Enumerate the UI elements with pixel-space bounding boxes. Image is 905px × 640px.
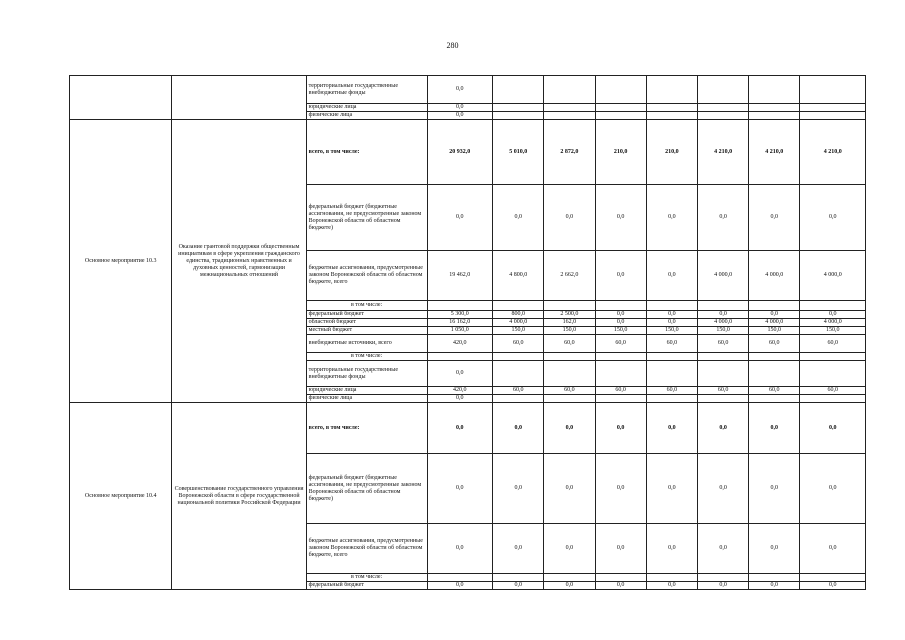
amount-cell: 0,0 bbox=[427, 104, 493, 112]
budget-table bbox=[69, 75, 866, 590]
amount-cell bbox=[595, 395, 646, 403]
measure-name: Основное мероприятие 10.4 bbox=[70, 403, 172, 590]
amount-cell: 0,0 bbox=[493, 185, 544, 251]
amount-cell: 0,0 bbox=[427, 582, 493, 590]
amount-cell bbox=[493, 395, 544, 403]
amount-cell: 0,0 bbox=[646, 319, 697, 327]
amount-cell: 0,0 bbox=[749, 454, 800, 524]
funding-source: областной бюджет bbox=[306, 319, 427, 327]
amount-cell: 4 000,0 bbox=[800, 319, 866, 327]
amount-cell bbox=[749, 361, 800, 387]
amount-cell: 60,0 bbox=[646, 335, 697, 353]
amount-cell: 19 462,0 bbox=[427, 251, 493, 301]
amount-cell: 0,0 bbox=[800, 311, 866, 319]
amount-cell: 60,0 bbox=[595, 387, 646, 395]
amount-cell: 0,0 bbox=[544, 524, 595, 574]
amount-cell bbox=[749, 76, 800, 104]
amount-cell: 16 162,0 bbox=[427, 319, 493, 327]
funding-source: территориальные государственные внебюджетные фонды bbox=[306, 361, 427, 387]
amount-cell bbox=[595, 353, 646, 361]
amount-cell: 0,0 bbox=[800, 185, 866, 251]
amount-cell: 4 000,0 bbox=[697, 319, 748, 327]
funding-source: федеральный бюджет (бюджетные ассигнования, не предусмотренные законом Воронежской области об областном бюджете) bbox=[306, 185, 427, 251]
amount-cell bbox=[595, 301, 646, 311]
amount-cell bbox=[646, 301, 697, 311]
funding-source: территориальные государственные внебюджетные фонды bbox=[306, 76, 427, 104]
amount-cell: 0,0 bbox=[493, 403, 544, 454]
amount-cell: 150,0 bbox=[595, 327, 646, 335]
amount-cell: 0,0 bbox=[427, 76, 493, 104]
page-number: 280 bbox=[446, 41, 459, 50]
amount-cell bbox=[800, 112, 866, 120]
amount-cell: 0,0 bbox=[697, 185, 748, 251]
amount-cell: 20 932,0 bbox=[427, 120, 493, 185]
amount-cell bbox=[544, 395, 595, 403]
amount-cell: 4 800,0 bbox=[493, 251, 544, 301]
amount-cell bbox=[595, 574, 646, 582]
amount-cell: 0,0 bbox=[595, 319, 646, 327]
amount-cell: 420,0 bbox=[427, 335, 493, 353]
table-row bbox=[70, 120, 866, 185]
funding-source: физические лица bbox=[306, 395, 427, 403]
funding-source: федеральный бюджет bbox=[306, 311, 427, 319]
amount-cell bbox=[697, 361, 748, 387]
amount-cell bbox=[493, 76, 544, 104]
amount-cell: 0,0 bbox=[595, 524, 646, 574]
amount-cell bbox=[749, 104, 800, 112]
amount-cell bbox=[493, 361, 544, 387]
amount-cell: 0,0 bbox=[646, 454, 697, 524]
amount-cell bbox=[595, 361, 646, 387]
funding-source: бюджетные ассигнования, предусмотренные законом Воронежской области об областном бюджете, всего bbox=[306, 251, 427, 301]
amount-cell: 150,0 bbox=[646, 327, 697, 335]
amount-cell bbox=[697, 301, 748, 311]
amount-cell bbox=[697, 353, 748, 361]
amount-cell bbox=[544, 361, 595, 387]
amount-cell: 60,0 bbox=[544, 387, 595, 395]
amount-cell: 0,0 bbox=[493, 454, 544, 524]
amount-cell bbox=[544, 574, 595, 582]
funding-source: физические лица bbox=[306, 112, 427, 120]
amount-cell: 60,0 bbox=[697, 335, 748, 353]
amount-cell: 4 000,0 bbox=[749, 251, 800, 301]
amount-cell: 0,0 bbox=[697, 524, 748, 574]
amount-cell: 0,0 bbox=[749, 524, 800, 574]
amount-cell: 162,0 bbox=[544, 319, 595, 327]
amount-cell bbox=[646, 104, 697, 112]
amount-cell: 0,0 bbox=[544, 582, 595, 590]
amount-cell bbox=[427, 353, 493, 361]
amount-cell: 0,0 bbox=[427, 112, 493, 120]
funding-source: в том числе: bbox=[306, 301, 427, 311]
amount-cell: 2 662,0 bbox=[544, 251, 595, 301]
amount-cell: 0,0 bbox=[749, 582, 800, 590]
amount-cell: 0,0 bbox=[493, 524, 544, 574]
amount-cell bbox=[595, 112, 646, 120]
amount-cell bbox=[493, 574, 544, 582]
amount-cell: 150,0 bbox=[493, 327, 544, 335]
amount-cell bbox=[800, 395, 866, 403]
amount-cell bbox=[697, 112, 748, 120]
amount-cell bbox=[800, 574, 866, 582]
amount-cell: 0,0 bbox=[800, 524, 866, 574]
amount-cell: 2 500,0 bbox=[544, 311, 595, 319]
amount-cell bbox=[800, 104, 866, 112]
amount-cell: 0,0 bbox=[646, 582, 697, 590]
amount-cell: 60,0 bbox=[800, 335, 866, 353]
amount-cell: 0,0 bbox=[595, 454, 646, 524]
amount-cell bbox=[544, 76, 595, 104]
amount-cell: 0,0 bbox=[646, 251, 697, 301]
amount-cell: 4 000,0 bbox=[493, 319, 544, 327]
amount-cell: 0,0 bbox=[749, 403, 800, 454]
amount-cell: 0,0 bbox=[427, 403, 493, 454]
amount-cell: 0,0 bbox=[427, 395, 493, 403]
amount-cell bbox=[646, 395, 697, 403]
funding-source: юридические лица bbox=[306, 387, 427, 395]
amount-cell bbox=[749, 395, 800, 403]
amount-cell: 150,0 bbox=[697, 327, 748, 335]
amount-cell: 5 300,0 bbox=[427, 311, 493, 319]
measure-name bbox=[70, 76, 172, 120]
measure-description: Оказание грантовой поддержки общественным инициативам в сфере укрепления гражданского единства, традиционных нравственных и духовных ценностей, гармонизации межнациональных отношений bbox=[172, 120, 306, 403]
table-row bbox=[70, 76, 866, 104]
amount-cell: 0,0 bbox=[493, 582, 544, 590]
amount-cell: 4 210,0 bbox=[697, 120, 748, 185]
amount-cell: 0,0 bbox=[595, 403, 646, 454]
funding-source: всего, в том числе: bbox=[306, 120, 427, 185]
amount-cell: 0,0 bbox=[749, 311, 800, 319]
amount-cell: 0,0 bbox=[646, 524, 697, 574]
amount-cell: 60,0 bbox=[493, 335, 544, 353]
amount-cell: 60,0 bbox=[646, 387, 697, 395]
amount-cell: 0,0 bbox=[544, 185, 595, 251]
amount-cell: 60,0 bbox=[493, 387, 544, 395]
funding-source: юридические лица bbox=[306, 104, 427, 112]
amount-cell: 0,0 bbox=[427, 454, 493, 524]
amount-cell: 1 050,0 bbox=[427, 327, 493, 335]
amount-cell bbox=[697, 104, 748, 112]
amount-cell bbox=[646, 76, 697, 104]
amount-cell: 4 000,0 bbox=[749, 319, 800, 327]
amount-cell: 210,0 bbox=[595, 120, 646, 185]
amount-cell: 0,0 bbox=[544, 403, 595, 454]
amount-cell bbox=[427, 301, 493, 311]
amount-cell: 0,0 bbox=[595, 185, 646, 251]
funding-source: бюджетные ассигнования, предусмотренные законом Воронежской области об областном бюджете, всего bbox=[306, 524, 427, 574]
amount-cell: 60,0 bbox=[749, 335, 800, 353]
amount-cell: 0,0 bbox=[595, 251, 646, 301]
amount-cell bbox=[544, 104, 595, 112]
amount-cell: 0,0 bbox=[749, 185, 800, 251]
amount-cell bbox=[544, 301, 595, 311]
amount-cell bbox=[646, 574, 697, 582]
amount-cell: 0,0 bbox=[697, 311, 748, 319]
funding-source: в том числе: bbox=[306, 574, 427, 582]
amount-cell: 800,0 bbox=[493, 311, 544, 319]
funding-source: федеральный бюджет (бюджетные ассигнования, не предусмотренные законом Воронежской области об областном бюджете) bbox=[306, 454, 427, 524]
amount-cell bbox=[697, 395, 748, 403]
measure-description: Совершенствование государственного управления Воронежской области в сфере государственной национальной политики Российской Федерации bbox=[172, 403, 306, 590]
amount-cell: 0,0 bbox=[800, 582, 866, 590]
amount-cell bbox=[749, 574, 800, 582]
amount-cell bbox=[493, 301, 544, 311]
amount-cell: 60,0 bbox=[800, 387, 866, 395]
amount-cell: 0,0 bbox=[595, 582, 646, 590]
funding-source: в том числе: bbox=[306, 353, 427, 361]
amount-cell bbox=[544, 112, 595, 120]
amount-cell: 0,0 bbox=[697, 582, 748, 590]
amount-cell: 0,0 bbox=[697, 454, 748, 524]
amount-cell bbox=[427, 574, 493, 582]
amount-cell bbox=[493, 112, 544, 120]
amount-cell: 210,0 bbox=[646, 120, 697, 185]
amount-cell bbox=[595, 104, 646, 112]
amount-cell bbox=[800, 361, 866, 387]
amount-cell: 0,0 bbox=[646, 185, 697, 251]
table-row bbox=[70, 403, 866, 454]
funding-source: внебюджетные источники, всего bbox=[306, 335, 427, 353]
amount-cell: 0,0 bbox=[646, 403, 697, 454]
amount-cell bbox=[800, 353, 866, 361]
amount-cell bbox=[749, 353, 800, 361]
amount-cell bbox=[646, 112, 697, 120]
amount-cell bbox=[493, 353, 544, 361]
amount-cell: 4 000,0 bbox=[697, 251, 748, 301]
amount-cell: 2 872,0 bbox=[544, 120, 595, 185]
amount-cell: 60,0 bbox=[749, 387, 800, 395]
amount-cell: 0,0 bbox=[427, 185, 493, 251]
amount-cell: 0,0 bbox=[427, 361, 493, 387]
amount-cell bbox=[697, 76, 748, 104]
amount-cell: 60,0 bbox=[544, 335, 595, 353]
amount-cell: 4 210,0 bbox=[800, 120, 866, 185]
amount-cell: 60,0 bbox=[697, 387, 748, 395]
amount-cell: 150,0 bbox=[800, 327, 866, 335]
amount-cell: 0,0 bbox=[800, 454, 866, 524]
amount-cell: 150,0 bbox=[749, 327, 800, 335]
amount-cell bbox=[749, 112, 800, 120]
amount-cell: 0,0 bbox=[697, 403, 748, 454]
amount-cell bbox=[697, 574, 748, 582]
amount-cell bbox=[800, 76, 866, 104]
amount-cell: 0,0 bbox=[595, 311, 646, 319]
amount-cell: 420,0 bbox=[427, 387, 493, 395]
amount-cell: 60,0 bbox=[595, 335, 646, 353]
amount-cell: 150,0 bbox=[544, 327, 595, 335]
amount-cell: 0,0 bbox=[427, 524, 493, 574]
amount-cell: 4 000,0 bbox=[800, 251, 866, 301]
funding-source: всего, в том числе: bbox=[306, 403, 427, 454]
amount-cell bbox=[544, 353, 595, 361]
amount-cell: 0,0 bbox=[544, 454, 595, 524]
amount-cell: 5 010,0 bbox=[493, 120, 544, 185]
funding-source: местный бюджет bbox=[306, 327, 427, 335]
amount-cell bbox=[646, 353, 697, 361]
amount-cell: 4 210,0 bbox=[749, 120, 800, 185]
amount-cell bbox=[800, 301, 866, 311]
measure-description bbox=[172, 76, 306, 120]
amount-cell bbox=[493, 104, 544, 112]
amount-cell bbox=[595, 76, 646, 104]
funding-source: федеральный бюджет bbox=[306, 582, 427, 590]
amount-cell: 0,0 bbox=[800, 403, 866, 454]
amount-cell: 0,0 bbox=[646, 311, 697, 319]
measure-name: Основное мероприятие 10.3 bbox=[70, 120, 172, 403]
amount-cell bbox=[646, 361, 697, 387]
amount-cell bbox=[749, 301, 800, 311]
